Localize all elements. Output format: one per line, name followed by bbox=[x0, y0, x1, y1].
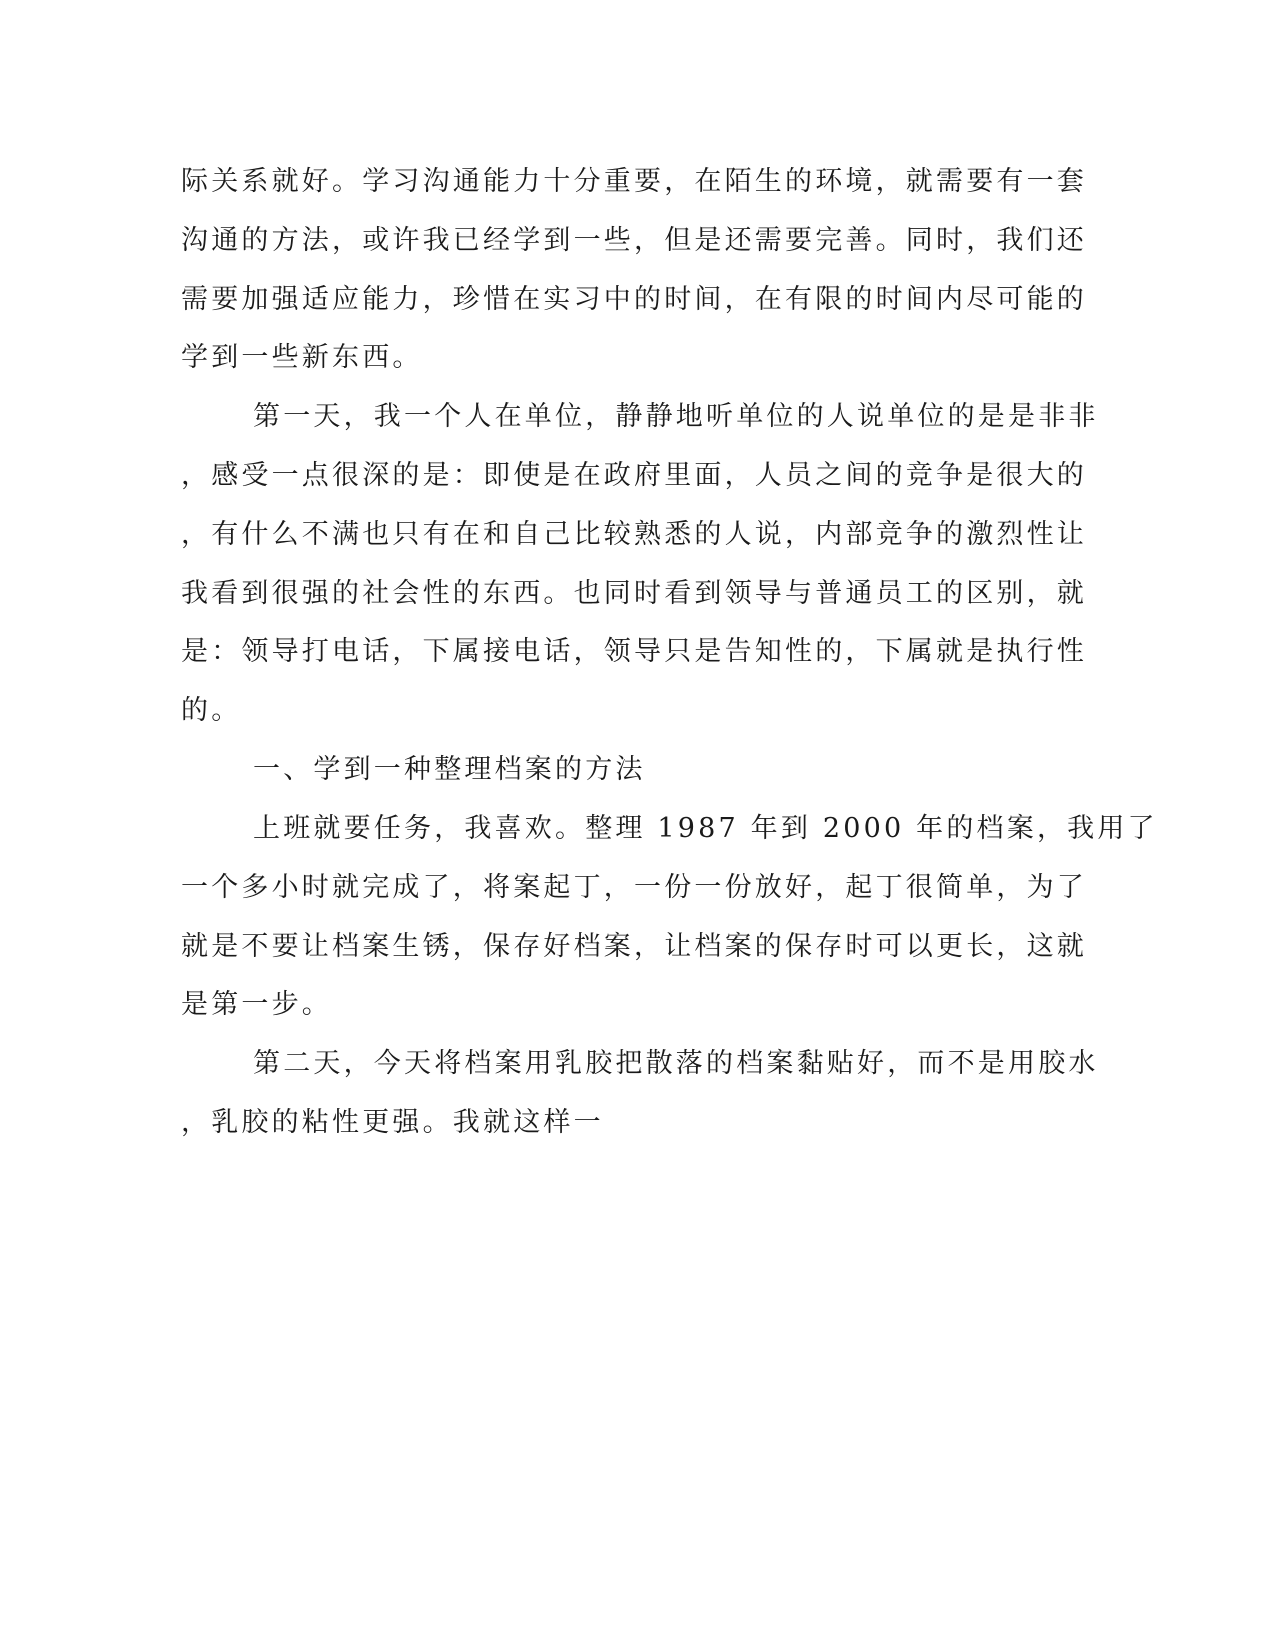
text-line: 我看到很强的社会性的东西。也同时看到领导与普通员工的区别，就 bbox=[181, 578, 1087, 609]
paragraph-first-line: 上班就要任务，我喜欢。整理 1987 年到 2000 年的档案，我用了 bbox=[253, 813, 1158, 844]
text-line: 需要加强适应能力，珍惜在实习中的时间，在有限的时间内尽可能的 bbox=[181, 284, 1087, 315]
text-line: 一个多小时就完成了，将案起丁，一份一份放好，起丁很简单，为了 bbox=[181, 872, 1087, 903]
text-line: 就是不要让档案生锈，保存好档案，让档案的保存时可以更长，这就 bbox=[181, 931, 1087, 962]
text-line: ，感受一点很深的是：即使是在政府里面，人员之间的竞争是很大的 bbox=[181, 460, 1087, 491]
text-line: 是第一步。 bbox=[181, 989, 332, 1020]
text-line: 学到一些新东西。 bbox=[181, 342, 423, 373]
text-line: 际关系就好。学习沟通能力十分重要，在陌生的环境，就需要有一套 bbox=[181, 166, 1087, 197]
text-line: 的。 bbox=[181, 695, 242, 726]
paragraph-first-line: 第二天，今天将档案用乳胶把散落的档案黏贴好，而不是用胶水 bbox=[253, 1048, 1099, 1079]
text-line: 沟通的方法，或许我已经学到一些，但是还需要完善。同时，我们还 bbox=[181, 225, 1087, 256]
text-line: ，有什么不满也只有在和自己比较熟悉的人说，内部竞争的激烈性让 bbox=[181, 519, 1087, 550]
section-heading: 一、学到一种整理档案的方法 bbox=[253, 754, 646, 785]
text-line: ，乳胶的粘性更强。我就这样一 bbox=[181, 1107, 604, 1138]
text-line: 是：领导打电话，下属接电话，领导只是告知性的，下属就是执行性 bbox=[181, 636, 1087, 667]
paragraph-first-line: 第一天，我一个人在单位，静静地听单位的人说单位的是是非非 bbox=[253, 401, 1099, 432]
